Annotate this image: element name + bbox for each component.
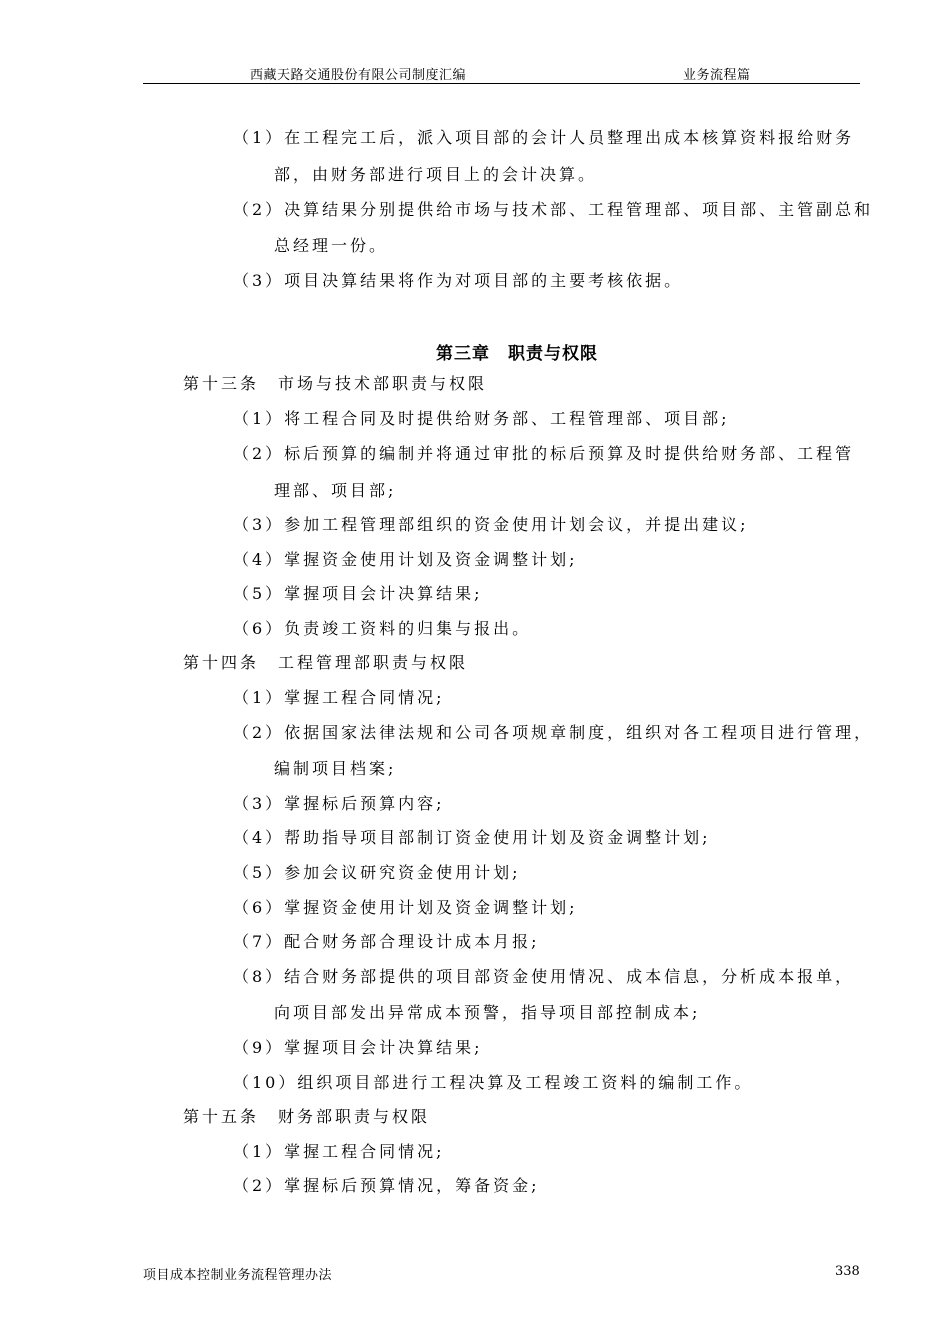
clause-line: （1）将工程合同及时提供给财务部、工程管理部、项目部;	[233, 409, 730, 428]
clause-line: （6）负责竣工资料的归集与报出。	[233, 619, 532, 638]
footer-title: 项目成本控制业务流程管理办法	[143, 1268, 333, 1283]
clause-line: （1）掌握工程合同情况;	[233, 688, 445, 707]
clause-line: 理部、项目部;	[274, 481, 397, 500]
header-divider	[143, 83, 860, 84]
clause-line: （4）帮助指导项目部制订资金使用计划及资金调整计划;	[233, 828, 711, 847]
header-section: 业务流程篇	[683, 68, 751, 83]
clause-line: 编制项目档案;	[274, 759, 397, 778]
article-heading: 第十三条 市场与技术部职责与权限	[183, 374, 488, 393]
clause-line: （5）掌握项目会计决算结果;	[233, 584, 483, 603]
page-number: 338	[835, 1264, 860, 1279]
clause-line: （1）掌握工程合同情况;	[233, 1142, 445, 1161]
clause-line: （3）项目决算结果将作为对项目部的主要考核依据。	[233, 271, 684, 290]
clause-line: （9）掌握项目会计决算结果;	[233, 1038, 483, 1057]
clause-line: （7）配合财务部合理设计成本月报;	[233, 932, 540, 951]
clause-line: （10）组织项目部进行工程决算及工程竣工资料的编制工作。	[233, 1073, 754, 1092]
clause-line: 总经理一份。	[274, 236, 389, 255]
clause-line: （2）决算结果分别提供给市场与技术部、工程管理部、项目部、主管副总和	[233, 200, 874, 219]
chapter-title: 第三章 职责与权限	[436, 344, 598, 364]
clause-line: （8）结合财务部提供的项目部资金使用情况、成本信息，分析成本报单，	[233, 967, 855, 986]
article-heading: 第十四条 工程管理部职责与权限	[183, 653, 469, 672]
clause-line: （2）掌握标后预算情况，筹备资金;	[233, 1176, 540, 1195]
clause-line: （5）参加会议研究资金使用计划;	[233, 863, 521, 882]
clause-line: （1）在工程完工后，派入项目部的会计人员整理出成本核算资料报给财务	[233, 128, 855, 147]
article-heading: 第十五条 财务部职责与权限	[183, 1107, 431, 1126]
clause-line: （2）标后预算的编制并将通过审批的标后预算及时提供给财务部、工程管	[233, 444, 855, 463]
clause-line: （2）依据国家法律法规和公司各项规章制度，组织对各工程项目进行管理，	[233, 723, 874, 742]
clause-line: （3）掌握标后预算内容;	[233, 794, 445, 813]
header-title: 西藏天路交通股份有限公司制度汇编	[250, 68, 467, 83]
clause-line: 部，由财务部进行项目上的会计决算。	[274, 165, 598, 184]
clause-line: 向项目部发出异常成本预警，指导项目部控制成本;	[274, 1003, 701, 1022]
clause-line: （4）掌握资金使用计划及资金调整计划;	[233, 550, 578, 569]
clause-line: （3）参加工程管理部组织的资金使用计划会议，并提出建议;	[233, 515, 749, 534]
clause-line: （6）掌握资金使用计划及资金调整计划;	[233, 898, 578, 917]
